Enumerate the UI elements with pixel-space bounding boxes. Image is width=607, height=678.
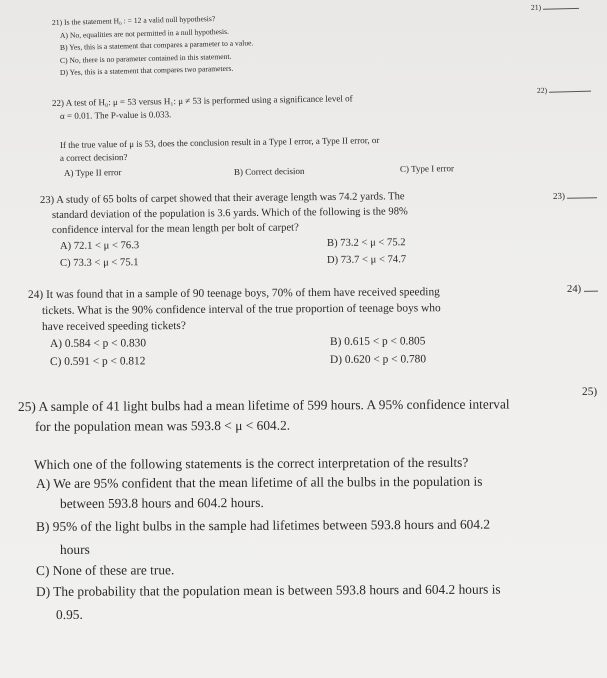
q21-option-c[interactable]: C) No, there is no parameter contained in this statement. — [59, 51, 232, 65]
question-24-stem-line1: 24) It was found that in a sample of 90 teenage boys, 70% of them have received speeding — [27, 286, 440, 301]
q23-option-b[interactable]: B) 73.2 < μ < 75.2 — [326, 237, 406, 249]
q22-option-c[interactable]: C) Type I error — [399, 163, 455, 174]
q23-option-c[interactable]: C) 73.3 < μ < 75.1 — [59, 257, 139, 269]
answer-blank-22[interactable] — [549, 91, 591, 93]
answer-label-25: 25) — [581, 385, 598, 398]
q25-option-d-line1[interactable]: D) The probability that the population mean is between 593.8 hours and 604.2 hours is — [35, 581, 501, 599]
q23-option-d[interactable]: D) 73.7 < μ < 74.7 — [326, 254, 407, 266]
q22-option-a[interactable]: A) Type II error — [63, 167, 122, 178]
q23-option-a[interactable]: A) 72.1 < μ < 76.3 — [59, 240, 140, 252]
question-24-stem-line3: have received speeding tickets? — [41, 319, 186, 333]
question-22-stem-line1: 22) A test of H₀: μ = 53 versus H₁: μ ≠ 53 is performed using a significance level of — [51, 93, 353, 108]
question-22-stem-line2: α = 0.01. The P-value is 0.033. — [59, 109, 172, 121]
q22-option-b[interactable]: B) Correct decision — [233, 165, 305, 177]
question-22-prompt-line1: If the true value of μ is 53, does the conclusion result in a Type I error, a Type II error, or — [59, 134, 380, 150]
q24-option-a[interactable]: A) 0.584 < p < 0.830 — [49, 337, 147, 350]
q21-option-a[interactable]: A) No, equalities are not permitted in a null hypothesis. — [59, 26, 229, 40]
question-21-stem: 21) Is the statement H₀ : = 12 a valid null hypothesis? — [51, 14, 216, 27]
question-25-stem-line1: 25) A sample of 41 light bulbs had a mean lifetime of 599 hours. A 95% confidence interval — [17, 396, 510, 414]
question-23-stem-line1: 23) A study of 65 bolts of carpet showed that their average length was 74.2 yards. The — [39, 191, 405, 206]
answer-blank-23[interactable] — [567, 197, 597, 198]
q21-option-b[interactable]: B) Yes, this is a statement that compares a parameter to a value. — [59, 38, 254, 52]
q25-option-b-line2[interactable]: hours — [59, 541, 90, 557]
question-25-prompt: Which one of the following statements is the correct interpretation of the results? — [33, 454, 469, 472]
question-23-stem-line2: standard deviation of the population is 3.6 yards. Which of the following is the 98% — [51, 206, 408, 221]
q24-option-d[interactable]: D) 0.620 < p < 0.780 — [329, 353, 427, 366]
question-24-stem-line2: tickets. What is the 90% confidence interval of the true proportion of teenage boys who — [41, 302, 441, 317]
answer-blank-21[interactable] — [543, 8, 579, 10]
q25-option-b-line1[interactable]: B) 95% of the light bulbs in the sample had lifetimes between 593.8 hours and 604.2 — [35, 516, 491, 534]
q24-option-b[interactable]: B) 0.615 < p < 0.805 — [329, 335, 426, 348]
q25-option-a-line1[interactable]: A) We are 95% confident that the mean lifetime of all the bulbs in the population is — [35, 473, 483, 491]
question-23-stem-line3: confidence interval for the mean length per bolt of carpet? — [51, 222, 299, 236]
answer-blank-24[interactable] — [584, 291, 598, 292]
question-22-prompt-line2: a correct decision? — [59, 151, 128, 163]
answer-label-24: 24) — [567, 284, 598, 295]
answer-label-22: 22) — [537, 85, 591, 95]
q24-option-c[interactable]: C) 0.591 < p < 0.812 — [49, 355, 146, 368]
answer-label-21: 21) — [531, 2, 579, 12]
question-25-stem-line2: for the population mean was 593.8 < μ < 604.2. — [34, 417, 291, 434]
q25-option-a-line2[interactable]: between 593.8 hours and 604.2 hours. — [59, 494, 264, 511]
q25-option-c[interactable]: C) None of these are true. — [35, 562, 175, 578]
answer-label-23: 23) — [553, 190, 597, 201]
q21-option-d[interactable]: D) Yes, this is a statement that compares two parameters. — [59, 63, 234, 77]
q25-option-d-line2[interactable]: 0.95. — [55, 606, 83, 622]
